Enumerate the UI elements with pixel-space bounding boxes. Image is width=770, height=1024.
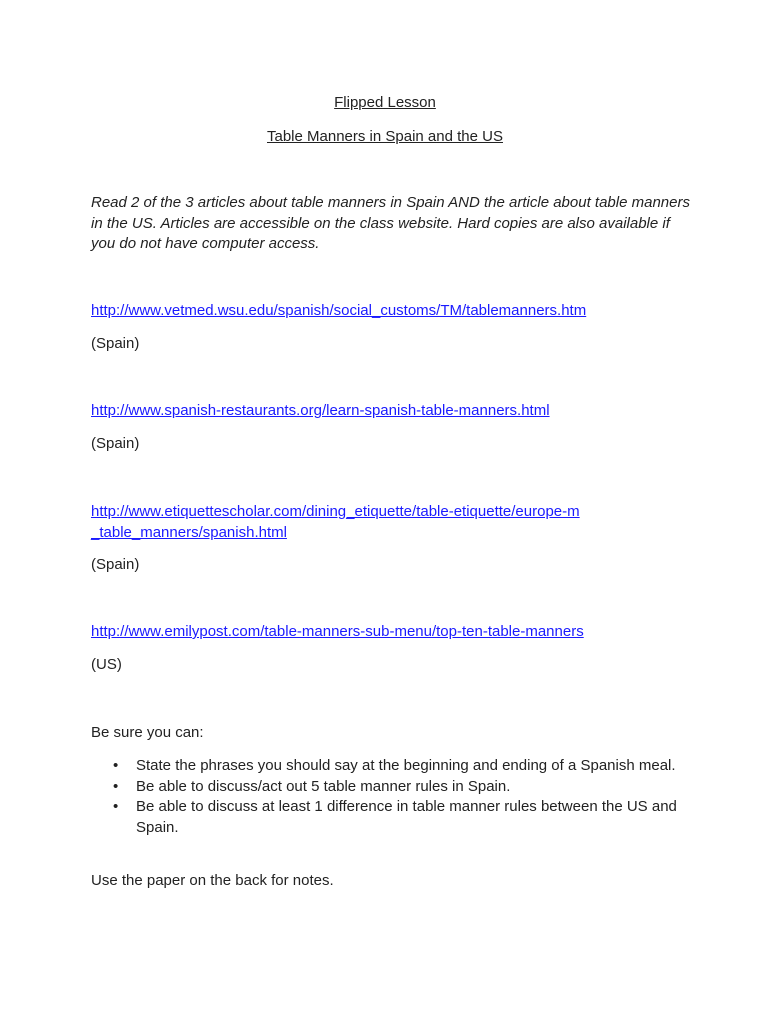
article-link-3[interactable]: http://www.etiquettescholar.com/dining_etiquette/table-etiquette/europe-m_table_manners/spanish.html: [91, 503, 580, 541]
closing-note: Use the paper on the back for notes.: [91, 872, 334, 889]
document-subtitle: Table Manners in Spain and the US: [267, 128, 503, 145]
be-sure-heading: Be sure you can:: [91, 724, 204, 741]
list-item: • Be able to discuss at least 1 difference in table manner rules between the US and Spain.: [91, 797, 696, 838]
document-title: Flipped Lesson: [334, 94, 436, 111]
requirements-list: [91, 756, 696, 838]
article-link-2[interactable]: http://www.spanish-restaurants.org/learn-spanish-table-manners.html: [91, 402, 550, 419]
article-label-2: (Spain): [91, 435, 140, 452]
article-label-3: (Spain): [91, 556, 140, 573]
article-label-4: (US): [91, 656, 122, 673]
intro-paragraph: Read 2 of the 3 articles about table manners in Spain AND the article about table manners in the US. Articles are accessible on the class website. Hard copies are also available if you do not have computer access.: [91, 194, 690, 252]
article-link-1[interactable]: http://www.vetmed.wsu.edu/spanish/social_customs/TM/tablemanners.htm: [91, 302, 587, 319]
article-label-1: (Spain): [91, 335, 140, 352]
article-link-4[interactable]: http://www.emilypost.com/table-manners-sub-menu/top-ten-table-manners: [91, 623, 584, 640]
list-item: • Be able to discuss/act out 5 table manner rules in Spain.: [91, 777, 696, 798]
list-item: • State the phrases you should say at the beginning and ending of a Spanish meal.: [91, 756, 696, 777]
